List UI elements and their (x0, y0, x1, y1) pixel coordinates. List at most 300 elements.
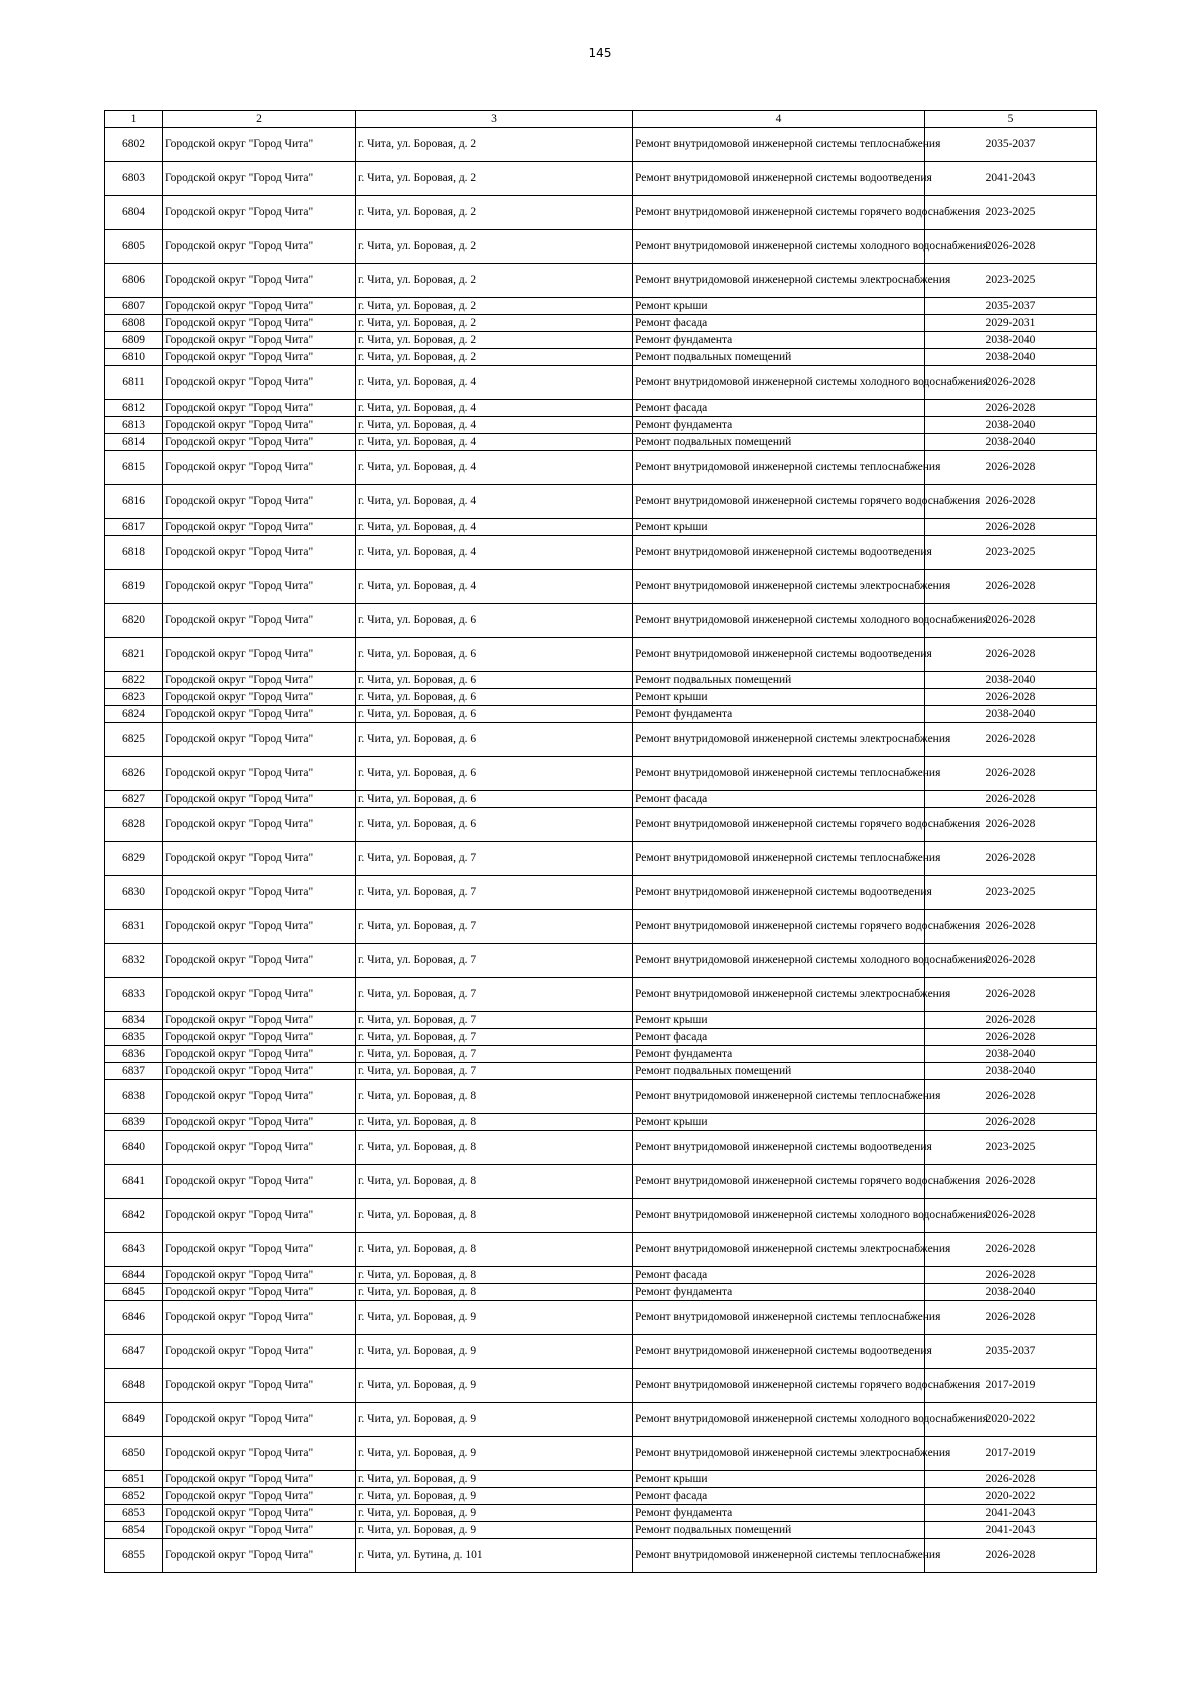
work-type-cell: Ремонт фундамента (633, 332, 925, 349)
table-row (105, 451, 1097, 485)
address-cell: г. Чита, ул. Боровая, д. 8 (356, 1284, 633, 1301)
address-cell: г. Чита, ул. Боровая, д. 4 (356, 485, 633, 519)
row-number-cell: 6803 (105, 162, 163, 196)
period-cell: 2038-2040 (925, 1046, 1097, 1063)
table-row (105, 1080, 1097, 1114)
row-number-cell: 6805 (105, 230, 163, 264)
row-number-cell: 6851 (105, 1471, 163, 1488)
period-cell: 2026-2028 (925, 570, 1097, 604)
period-cell: 2026-2028 (925, 757, 1097, 791)
work-type-cell: Ремонт крыши (633, 689, 925, 706)
address-cell: г. Чита, ул. Боровая, д. 8 (356, 1233, 633, 1267)
row-number-cell: 6814 (105, 434, 163, 451)
row-number-cell: 6824 (105, 706, 163, 723)
period-cell: 2038-2040 (925, 332, 1097, 349)
row-number-cell: 6821 (105, 638, 163, 672)
address-cell: г. Чита, ул. Боровая, д. 7 (356, 978, 633, 1012)
row-number-cell: 6836 (105, 1046, 163, 1063)
table-row (105, 1029, 1097, 1046)
work-type-cell: Ремонт внутридомовой инженерной системы холодного водоснабжения (633, 944, 925, 978)
table-row (105, 1233, 1097, 1267)
work-type-cell: Ремонт фундамента (633, 1046, 925, 1063)
row-number-cell: 6811 (105, 366, 163, 400)
period-cell: 2026-2028 (925, 723, 1097, 757)
period-cell: 2035-2037 (925, 128, 1097, 162)
district-cell: Городской округ "Город Чита" (163, 349, 356, 366)
table-row (105, 757, 1097, 791)
address-cell: г. Чита, ул. Боровая, д. 6 (356, 808, 633, 842)
period-cell: 2026-2028 (925, 485, 1097, 519)
district-cell: Городской округ "Город Чита" (163, 434, 356, 451)
row-number-cell: 6818 (105, 536, 163, 570)
address-cell: г. Чита, ул. Боровая, д. 9 (356, 1471, 633, 1488)
district-cell: Городской округ "Город Чита" (163, 1131, 356, 1165)
work-type-cell: Ремонт внутридомовой инженерной системы теплоснабжения (633, 128, 925, 162)
address-cell: г. Чита, ул. Бутина, д. 101 (356, 1539, 633, 1573)
address-cell: г. Чита, ул. Боровая, д. 9 (356, 1301, 633, 1335)
district-cell: Городской округ "Город Чита" (163, 910, 356, 944)
work-type-cell: Ремонт внутридомовой инженерной системы теплоснабжения (633, 1539, 925, 1573)
address-cell: г. Чита, ул. Боровая, д. 4 (356, 366, 633, 400)
address-cell: г. Чита, ул. Боровая, д. 4 (356, 451, 633, 485)
period-cell: 2026-2028 (925, 791, 1097, 808)
period-cell: 2038-2040 (925, 706, 1097, 723)
work-type-cell: Ремонт внутридомовой инженерной системы водоотведения (633, 536, 925, 570)
address-cell: г. Чита, ул. Боровая, д. 8 (356, 1114, 633, 1131)
address-cell: г. Чита, ул. Боровая, д. 6 (356, 638, 633, 672)
district-cell: Городской округ "Город Чита" (163, 842, 356, 876)
work-type-cell: Ремонт внутридомовой инженерной системы электроснабжения (633, 1437, 925, 1471)
table-row (105, 519, 1097, 536)
address-cell: г. Чита, ул. Боровая, д. 4 (356, 417, 633, 434)
period-cell: 2035-2037 (925, 1335, 1097, 1369)
table-row (105, 298, 1097, 315)
period-cell: 2026-2028 (925, 1539, 1097, 1573)
column-header-5: 5 (925, 111, 1097, 128)
work-type-cell: Ремонт внутридомовой инженерной системы теплоснабжения (633, 1080, 925, 1114)
table-row (105, 706, 1097, 723)
district-cell: Городской округ "Город Чита" (163, 1403, 356, 1437)
period-cell: 2026-2028 (925, 910, 1097, 944)
period-cell: 2026-2028 (925, 842, 1097, 876)
period-cell: 2017-2019 (925, 1437, 1097, 1471)
work-type-cell: Ремонт внутридомовой инженерной системы электроснабжения (633, 723, 925, 757)
district-cell: Городской округ "Город Чита" (163, 1488, 356, 1505)
address-cell: г. Чита, ул. Боровая, д. 2 (356, 332, 633, 349)
table-row (105, 485, 1097, 519)
row-number-cell: 6820 (105, 604, 163, 638)
district-cell: Городской округ "Город Чита" (163, 264, 356, 298)
table-row (105, 1335, 1097, 1369)
district-cell: Городской округ "Город Чита" (163, 1165, 356, 1199)
period-cell: 2026-2028 (925, 689, 1097, 706)
work-type-cell: Ремонт внутридомовой инженерной системы электроснабжения (633, 1233, 925, 1267)
work-type-cell: Ремонт крыши (633, 519, 925, 536)
table-row (105, 723, 1097, 757)
table-row (105, 1539, 1097, 1573)
address-cell: г. Чита, ул. Боровая, д. 8 (356, 1080, 633, 1114)
address-cell: г. Чита, ул. Боровая, д. 8 (356, 1199, 633, 1233)
district-cell: Городской округ "Город Чита" (163, 978, 356, 1012)
row-number-cell: 6841 (105, 1165, 163, 1199)
row-number-cell: 6819 (105, 570, 163, 604)
header-row (105, 111, 1097, 128)
period-cell: 2026-2028 (925, 1301, 1097, 1335)
district-cell: Городской округ "Город Чита" (163, 298, 356, 315)
row-number-cell: 6832 (105, 944, 163, 978)
district-cell: Городской округ "Город Чита" (163, 1199, 356, 1233)
district-cell: Городской округ "Город Чита" (163, 1080, 356, 1114)
work-type-cell: Ремонт внутридомовой инженерной системы горячего водоснабжения (633, 485, 925, 519)
period-cell: 2023-2025 (925, 876, 1097, 910)
period-cell: 2020-2022 (925, 1488, 1097, 1505)
row-number-cell: 6806 (105, 264, 163, 298)
address-cell: г. Чита, ул. Боровая, д. 4 (356, 400, 633, 417)
address-cell: г. Чита, ул. Боровая, д. 9 (356, 1488, 633, 1505)
work-type-cell: Ремонт подвальных помещений (633, 1522, 925, 1539)
address-cell: г. Чита, ул. Боровая, д. 6 (356, 723, 633, 757)
period-cell: 2038-2040 (925, 1063, 1097, 1080)
table-row (105, 570, 1097, 604)
district-cell: Городской округ "Город Чита" (163, 315, 356, 332)
column-header-1: 1 (105, 111, 163, 128)
district-cell: Городской округ "Город Чита" (163, 876, 356, 910)
row-number-cell: 6854 (105, 1522, 163, 1539)
row-number-cell: 6809 (105, 332, 163, 349)
address-cell: г. Чита, ул. Боровая, д. 2 (356, 298, 633, 315)
address-cell: г. Чита, ул. Боровая, д. 2 (356, 264, 633, 298)
district-cell: Городской округ "Город Чита" (163, 638, 356, 672)
period-cell: 2026-2028 (925, 1114, 1097, 1131)
address-cell: г. Чита, ул. Боровая, д. 7 (356, 876, 633, 910)
work-type-cell: Ремонт подвальных помещений (633, 349, 925, 366)
address-cell: г. Чита, ул. Боровая, д. 8 (356, 1267, 633, 1284)
address-cell: г. Чита, ул. Боровая, д. 2 (356, 128, 633, 162)
district-cell: Городской округ "Город Чита" (163, 536, 356, 570)
table-row (105, 264, 1097, 298)
district-cell: Городской округ "Город Чита" (163, 400, 356, 417)
district-cell: Городской округ "Город Чита" (163, 808, 356, 842)
district-cell: Городской округ "Город Чита" (163, 672, 356, 689)
period-cell: 2026-2028 (925, 978, 1097, 1012)
table-row (105, 1301, 1097, 1335)
period-cell: 2038-2040 (925, 672, 1097, 689)
row-number-cell: 6850 (105, 1437, 163, 1471)
district-cell: Городской округ "Город Чита" (163, 1029, 356, 1046)
row-number-cell: 6828 (105, 808, 163, 842)
table-row (105, 366, 1097, 400)
table-row (105, 1369, 1097, 1403)
address-cell: г. Чита, ул. Боровая, д. 4 (356, 570, 633, 604)
district-cell: Городской округ "Город Чита" (163, 706, 356, 723)
work-type-cell: Ремонт крыши (633, 1471, 925, 1488)
row-number-cell: 6849 (105, 1403, 163, 1437)
table-row (105, 876, 1097, 910)
period-cell: 2038-2040 (925, 1284, 1097, 1301)
district-cell: Городской округ "Город Чита" (163, 485, 356, 519)
row-number-cell: 6816 (105, 485, 163, 519)
table-row (105, 1403, 1097, 1437)
table-row (105, 689, 1097, 706)
table-row (105, 1012, 1097, 1029)
table-row (105, 638, 1097, 672)
row-number-cell: 6844 (105, 1267, 163, 1284)
table-row (105, 1505, 1097, 1522)
period-cell: 2020-2022 (925, 1403, 1097, 1437)
table-row (105, 944, 1097, 978)
address-cell: г. Чита, ул. Боровая, д. 9 (356, 1505, 633, 1522)
work-type-cell: Ремонт внутридомовой инженерной системы теплоснабжения (633, 1301, 925, 1335)
work-type-cell: Ремонт крыши (633, 1114, 925, 1131)
address-cell: г. Чита, ул. Боровая, д. 4 (356, 434, 633, 451)
period-cell: 2038-2040 (925, 434, 1097, 451)
row-number-cell: 6855 (105, 1539, 163, 1573)
work-type-cell: Ремонт внутридомовой инженерной системы холодного водоснабжения (633, 1403, 925, 1437)
table-row (105, 842, 1097, 876)
address-cell: г. Чита, ул. Боровая, д. 4 (356, 519, 633, 536)
row-number-cell: 6822 (105, 672, 163, 689)
work-type-cell: Ремонт фасада (633, 400, 925, 417)
work-type-cell: Ремонт фасада (633, 791, 925, 808)
address-cell: г. Чита, ул. Боровая, д. 7 (356, 1012, 633, 1029)
address-cell: г. Чита, ул. Боровая, д. 2 (356, 315, 633, 332)
address-cell: г. Чита, ул. Боровая, д. 6 (356, 604, 633, 638)
table-row (105, 978, 1097, 1012)
row-number-cell: 6846 (105, 1301, 163, 1335)
address-cell: г. Чита, ул. Боровая, д. 2 (356, 162, 633, 196)
row-number-cell: 6823 (105, 689, 163, 706)
table-row (105, 400, 1097, 417)
address-cell: г. Чита, ул. Боровая, д. 2 (356, 349, 633, 366)
period-cell: 2026-2028 (925, 519, 1097, 536)
address-cell: г. Чита, ул. Боровая, д. 7 (356, 842, 633, 876)
district-cell: Городской округ "Город Чита" (163, 366, 356, 400)
table-row (105, 1165, 1097, 1199)
district-cell: Городской округ "Город Чита" (163, 1369, 356, 1403)
row-number-cell: 6853 (105, 1505, 163, 1522)
work-type-cell: Ремонт внутридомовой инженерной системы электроснабжения (633, 978, 925, 1012)
column-header-3: 3 (356, 111, 633, 128)
work-type-cell: Ремонт крыши (633, 298, 925, 315)
work-type-cell: Ремонт внутридомовой инженерной системы теплоснабжения (633, 842, 925, 876)
table-row (105, 1046, 1097, 1063)
table-row (105, 196, 1097, 230)
address-cell: г. Чита, ул. Боровая, д. 7 (356, 910, 633, 944)
table-row (105, 1471, 1097, 1488)
period-cell: 2017-2019 (925, 1369, 1097, 1403)
row-number-cell: 6837 (105, 1063, 163, 1080)
district-cell: Городской округ "Город Чита" (163, 196, 356, 230)
table-row (105, 1199, 1097, 1233)
period-cell: 2026-2028 (925, 366, 1097, 400)
work-type-cell: Ремонт внутридомовой инженерной системы холодного водоснабжения (633, 604, 925, 638)
district-cell: Городской округ "Город Чита" (163, 519, 356, 536)
period-cell: 2026-2028 (925, 944, 1097, 978)
work-type-cell: Ремонт фундамента (633, 1505, 925, 1522)
table-header (105, 111, 1097, 128)
work-type-cell: Ремонт внутридомовой инженерной системы горячего водоснабжения (633, 808, 925, 842)
period-cell: 2026-2028 (925, 1029, 1097, 1046)
period-cell: 2026-2028 (925, 1012, 1097, 1029)
period-cell: 2026-2028 (925, 638, 1097, 672)
row-number-cell: 6829 (105, 842, 163, 876)
row-number-cell: 6840 (105, 1131, 163, 1165)
period-cell: 2026-2028 (925, 451, 1097, 485)
work-type-cell: Ремонт подвальных помещений (633, 434, 925, 451)
district-cell: Городской округ "Город Чита" (163, 1471, 356, 1488)
page-number: 145 (588, 46, 612, 60)
district-cell: Городской округ "Город Чита" (163, 1522, 356, 1539)
table-row (105, 1131, 1097, 1165)
table-row (105, 1114, 1097, 1131)
address-cell: г. Чита, ул. Боровая, д. 2 (356, 196, 633, 230)
address-cell: г. Чита, ул. Боровая, д. 6 (356, 791, 633, 808)
table-row (105, 128, 1097, 162)
period-cell: 2026-2028 (925, 1267, 1097, 1284)
period-cell: 2023-2025 (925, 1131, 1097, 1165)
district-cell: Городской округ "Город Чита" (163, 1114, 356, 1131)
row-number-cell: 6852 (105, 1488, 163, 1505)
table-body (105, 128, 1097, 1573)
period-cell: 2023-2025 (925, 196, 1097, 230)
work-type-cell: Ремонт фундамента (633, 1284, 925, 1301)
column-header-4: 4 (633, 111, 925, 128)
period-cell: 2041-2043 (925, 1522, 1097, 1539)
table-row (105, 536, 1097, 570)
district-cell: Городской округ "Город Чита" (163, 1539, 356, 1573)
district-cell: Городской округ "Город Чита" (163, 1046, 356, 1063)
work-type-cell: Ремонт внутридомовой инженерной системы холодного водоснабжения (633, 230, 925, 264)
work-type-cell: Ремонт внутридомовой инженерной системы водоотведения (633, 1131, 925, 1165)
row-number-cell: 6802 (105, 128, 163, 162)
work-type-cell: Ремонт внутридомовой инженерной системы горячего водоснабжения (633, 1369, 925, 1403)
work-type-cell: Ремонт внутридомовой инженерной системы водоотведения (633, 876, 925, 910)
district-cell: Городской округ "Город Чита" (163, 417, 356, 434)
work-type-cell: Ремонт фундамента (633, 706, 925, 723)
table-row (105, 1267, 1097, 1284)
address-cell: г. Чита, ул. Боровая, д. 6 (356, 672, 633, 689)
row-number-cell: 6817 (105, 519, 163, 536)
row-number-cell: 6830 (105, 876, 163, 910)
period-cell: 2026-2028 (925, 1471, 1097, 1488)
district-cell: Городской округ "Город Чита" (163, 230, 356, 264)
row-number-cell: 6826 (105, 757, 163, 791)
work-type-cell: Ремонт фундамента (633, 417, 925, 434)
table-row (105, 1437, 1097, 1471)
row-number-cell: 6827 (105, 791, 163, 808)
row-number-cell: 6815 (105, 451, 163, 485)
work-type-cell: Ремонт внутридомовой инженерной системы водоотведения (633, 1335, 925, 1369)
table-row (105, 162, 1097, 196)
work-type-cell: Ремонт внутридомовой инженерной системы холодного водоснабжения (633, 1199, 925, 1233)
district-cell: Городской округ "Город Чита" (163, 162, 356, 196)
work-type-cell: Ремонт внутридомовой инженерной системы электроснабжения (633, 570, 925, 604)
table-row (105, 349, 1097, 366)
address-cell: г. Чита, ул. Боровая, д. 4 (356, 536, 633, 570)
work-type-cell: Ремонт фасада (633, 1267, 925, 1284)
table-row (105, 910, 1097, 944)
period-cell: 2041-2043 (925, 1505, 1097, 1522)
row-number-cell: 6834 (105, 1012, 163, 1029)
period-cell: 2038-2040 (925, 349, 1097, 366)
period-cell: 2026-2028 (925, 808, 1097, 842)
address-cell: г. Чита, ул. Боровая, д. 7 (356, 1029, 633, 1046)
address-cell: г. Чита, ул. Боровая, д. 2 (356, 230, 633, 264)
district-cell: Городской округ "Город Чита" (163, 1284, 356, 1301)
work-type-cell: Ремонт внутридомовой инженерной системы теплоснабжения (633, 757, 925, 791)
table-row (105, 417, 1097, 434)
address-cell: г. Чита, ул. Боровая, д. 7 (356, 944, 633, 978)
period-cell: 2023-2025 (925, 264, 1097, 298)
work-type-cell: Ремонт фасада (633, 315, 925, 332)
work-type-cell: Ремонт подвальных помещений (633, 672, 925, 689)
period-cell: 2026-2028 (925, 1165, 1097, 1199)
address-cell: г. Чита, ул. Боровая, д. 9 (356, 1369, 633, 1403)
table-row (105, 1284, 1097, 1301)
period-cell: 2026-2028 (925, 604, 1097, 638)
district-cell: Городской округ "Город Чита" (163, 604, 356, 638)
row-number-cell: 6848 (105, 1369, 163, 1403)
work-type-cell: Ремонт внутридомовой инженерной системы электроснабжения (633, 264, 925, 298)
row-number-cell: 6843 (105, 1233, 163, 1267)
district-cell: Городской округ "Город Чита" (163, 332, 356, 349)
period-cell: 2035-2037 (925, 298, 1097, 315)
address-cell: г. Чита, ул. Боровая, д. 6 (356, 706, 633, 723)
period-cell: 2026-2028 (925, 1199, 1097, 1233)
work-type-cell: Ремонт внутридомовой инженерной системы горячего водоснабжения (633, 910, 925, 944)
period-cell: 2026-2028 (925, 230, 1097, 264)
row-number-cell: 6807 (105, 298, 163, 315)
district-cell: Городской округ "Город Чита" (163, 944, 356, 978)
address-cell: г. Чита, ул. Боровая, д. 7 (356, 1063, 633, 1080)
work-type-cell: Ремонт внутридомовой инженерной системы водоотведения (633, 162, 925, 196)
address-cell: г. Чита, ул. Боровая, д. 7 (356, 1046, 633, 1063)
district-cell: Городской округ "Город Чита" (163, 1301, 356, 1335)
table-row (105, 315, 1097, 332)
row-number-cell: 6825 (105, 723, 163, 757)
table-row (105, 1522, 1097, 1539)
table-row (105, 1063, 1097, 1080)
period-cell: 2029-2031 (925, 315, 1097, 332)
row-number-cell: 6812 (105, 400, 163, 417)
period-cell: 2026-2028 (925, 1233, 1097, 1267)
address-cell: г. Чита, ул. Боровая, д. 9 (356, 1522, 633, 1539)
work-type-cell: Ремонт внутридомовой инженерной системы теплоснабжения (633, 451, 925, 485)
district-cell: Городской округ "Город Чита" (163, 1012, 356, 1029)
period-cell: 2038-2040 (925, 417, 1097, 434)
table-row (105, 604, 1097, 638)
district-cell: Городской округ "Город Чита" (163, 128, 356, 162)
district-cell: Городской округ "Город Чита" (163, 723, 356, 757)
table-row (105, 1488, 1097, 1505)
period-cell: 2026-2028 (925, 400, 1097, 417)
district-cell: Городской округ "Город Чита" (163, 1437, 356, 1471)
row-number-cell: 6847 (105, 1335, 163, 1369)
table-row (105, 332, 1097, 349)
work-type-cell: Ремонт фасада (633, 1029, 925, 1046)
district-cell: Городской округ "Город Чита" (163, 1335, 356, 1369)
district-cell: Городской округ "Город Чита" (163, 1505, 356, 1522)
column-header-2: 2 (163, 111, 356, 128)
row-number-cell: 6804 (105, 196, 163, 230)
address-cell: г. Чита, ул. Боровая, д. 9 (356, 1437, 633, 1471)
district-cell: Городской округ "Город Чита" (163, 791, 356, 808)
district-cell: Городской округ "Город Чита" (163, 1233, 356, 1267)
row-number-cell: 6808 (105, 315, 163, 332)
table-row (105, 672, 1097, 689)
work-type-cell: Ремонт подвальных помещений (633, 1063, 925, 1080)
table-row (105, 808, 1097, 842)
